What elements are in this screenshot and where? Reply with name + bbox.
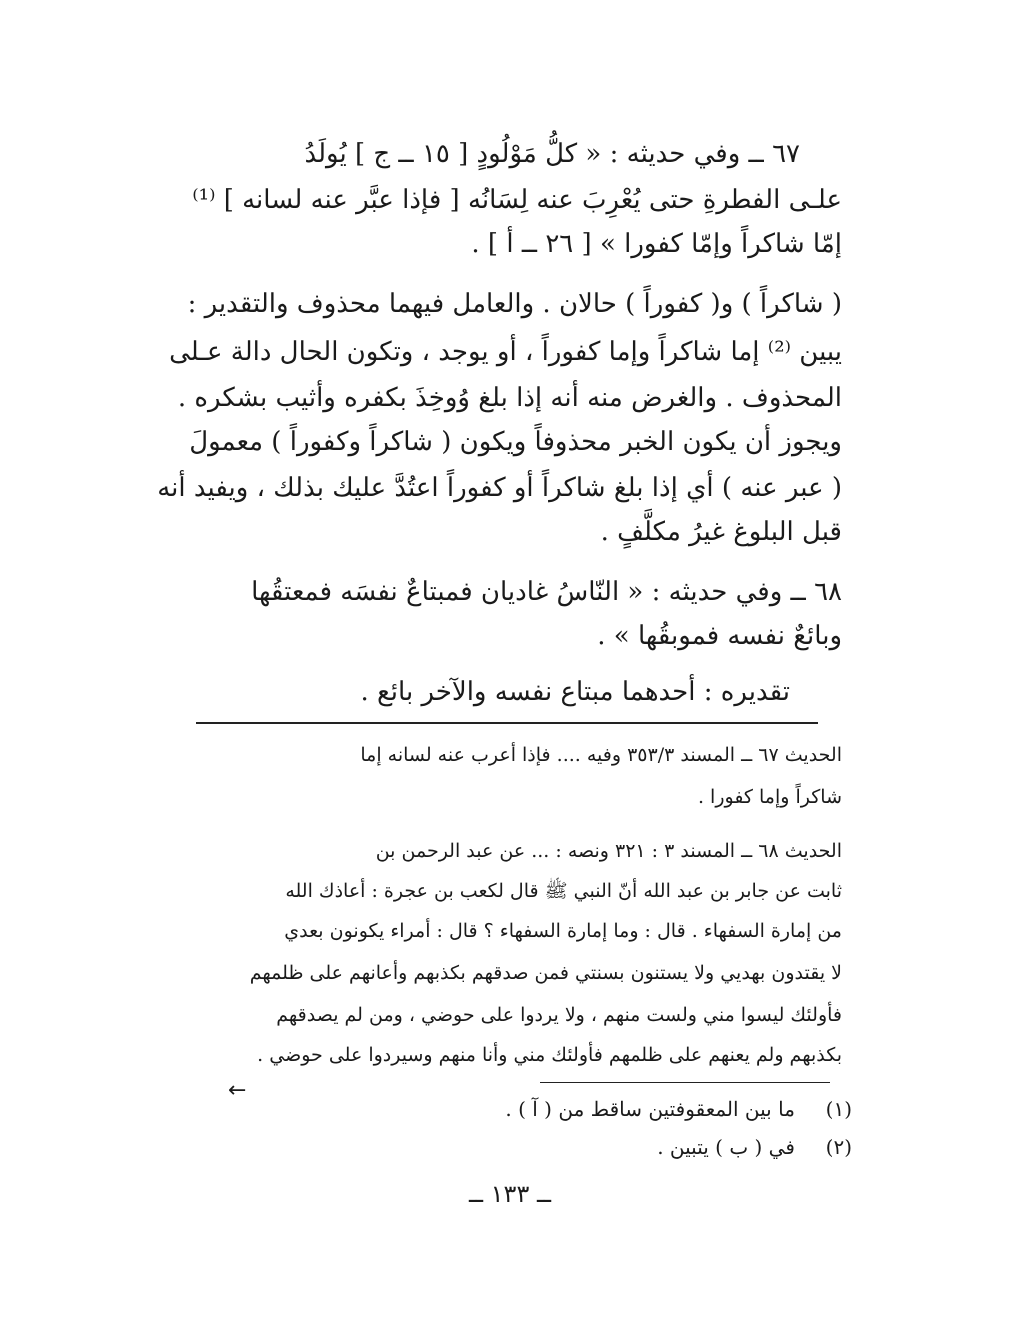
commentary-67-line-5: ( عبر عنه ) أي إذا بلغ شاكراً أو كفوراً اعتُدَّ عليك بذلك ، ويفيد أنه: [157, 473, 842, 503]
commentary-67-line-1: ( شاكراً ) و( كفوراً ) حالان . والعامل فيهما محذوف والتقدير :: [187, 289, 842, 319]
hadith-67-line-1: ٦٧ ــ وفي حديثه : « كلُّ مَوْلُودٍ [ ١٥ ــ ج ] يُولَدُ: [304, 139, 800, 169]
hadith-68-commentary: تقديره : أحدهما مبتاع نفسه والآخر بائع .: [360, 677, 790, 707]
footnote-1: [452, 1092, 852, 1126]
footnote-2: [452, 1130, 852, 1164]
footnote-2-number: (٢): [825, 1135, 852, 1159]
note-67-line-2: شاكراً وإما كفورا .: [697, 786, 842, 808]
footnote-2-text: في ( ب ) يتبين .: [657, 1135, 795, 1159]
continue-arrow-icon: ←: [228, 1078, 247, 1103]
commentary-67-line-4: ويجوز أن يكون الخبر محذوفاً ويكون ( شاكراً وكفوراً ) معمولَ: [189, 427, 842, 457]
commentary-67-line-3: المحذوف . والغرض منه أنه إذا بلغ وُوخِذَ بكفره وأثيب بشكره .: [177, 383, 842, 413]
note-68-line-6: بكذبهم ولم يعنهم على ظلمهم فأولئك مني وأنا منهم وسيردوا على حوضي .: [257, 1044, 842, 1066]
note-68-line-5: فأولئك ليسوا مني ولست منهم ، ولا يردوا على حوضي ، ومن لم يصدقهم: [276, 1004, 842, 1026]
hadith-68-line-1: ٦٨ ــ وفي حديثه : « النّاسُ غاديان فمبتاعٌ نفسَه فمعتقُها: [251, 577, 842, 607]
hadith-68-line-2: وبائعٌ نفسه فموبقُها » .: [597, 621, 842, 651]
hadith-67-line-3: إمّا شاكراً وإمّا كفورا » [ ٢٦ ــ أ ] .: [471, 229, 842, 259]
footnote-1-number: (١): [825, 1097, 852, 1121]
note-67-line-1: الحديث ٦٧ ــ المسند ٣٥٣/٣ وفيه .... فإذا أعرب عنه لسانه إما: [360, 744, 842, 766]
hadith-67-line-2: علـى الفطرةِ حتى يُعْرِبَ عنه لِسَانُه [ فإذا عبَّر عنه لسانه ] ⁽¹⁾: [192, 185, 842, 215]
footnote-separator-rule: [540, 1082, 830, 1083]
note-68-line-2: ثابت عن جابر بن عبد الله أنّ النبي ﷺ قال لكعب بن عجرة : أعاذك الله: [285, 880, 842, 902]
commentary-67-line-6: قبل البلوغ غيرُ مكلَّفٍ .: [600, 517, 842, 547]
footnote-1-text: ما بين المعقوفتين ساقط من ( آ ) .: [505, 1097, 795, 1121]
page-number: ــ ١٣٣ ــ: [468, 1180, 552, 1208]
notes-separator-rule: [196, 722, 818, 724]
note-68-line-4: لا يقتدون بهديي ولا يستنون بسنتي فمن صدقهم بكذبهم وأعانهم على ظلمهم: [249, 962, 842, 984]
commentary-67-line-2: يبين ⁽²⁾ إما شاكراً وإما كفوراً ، أو يوجد ، وتكون الحال دالة عـلى: [169, 337, 842, 367]
note-68-line-3: من إمارة السفهاء . قال : وما إمارة السفهاء ؟ قال : أمراء يكونون بعدي: [284, 920, 842, 942]
note-68-line-1: الحديث ٦٨ ــ المسند ٣ : ٣٢١ ونصه : ... عن عبد الرحمن بن: [375, 840, 842, 862]
